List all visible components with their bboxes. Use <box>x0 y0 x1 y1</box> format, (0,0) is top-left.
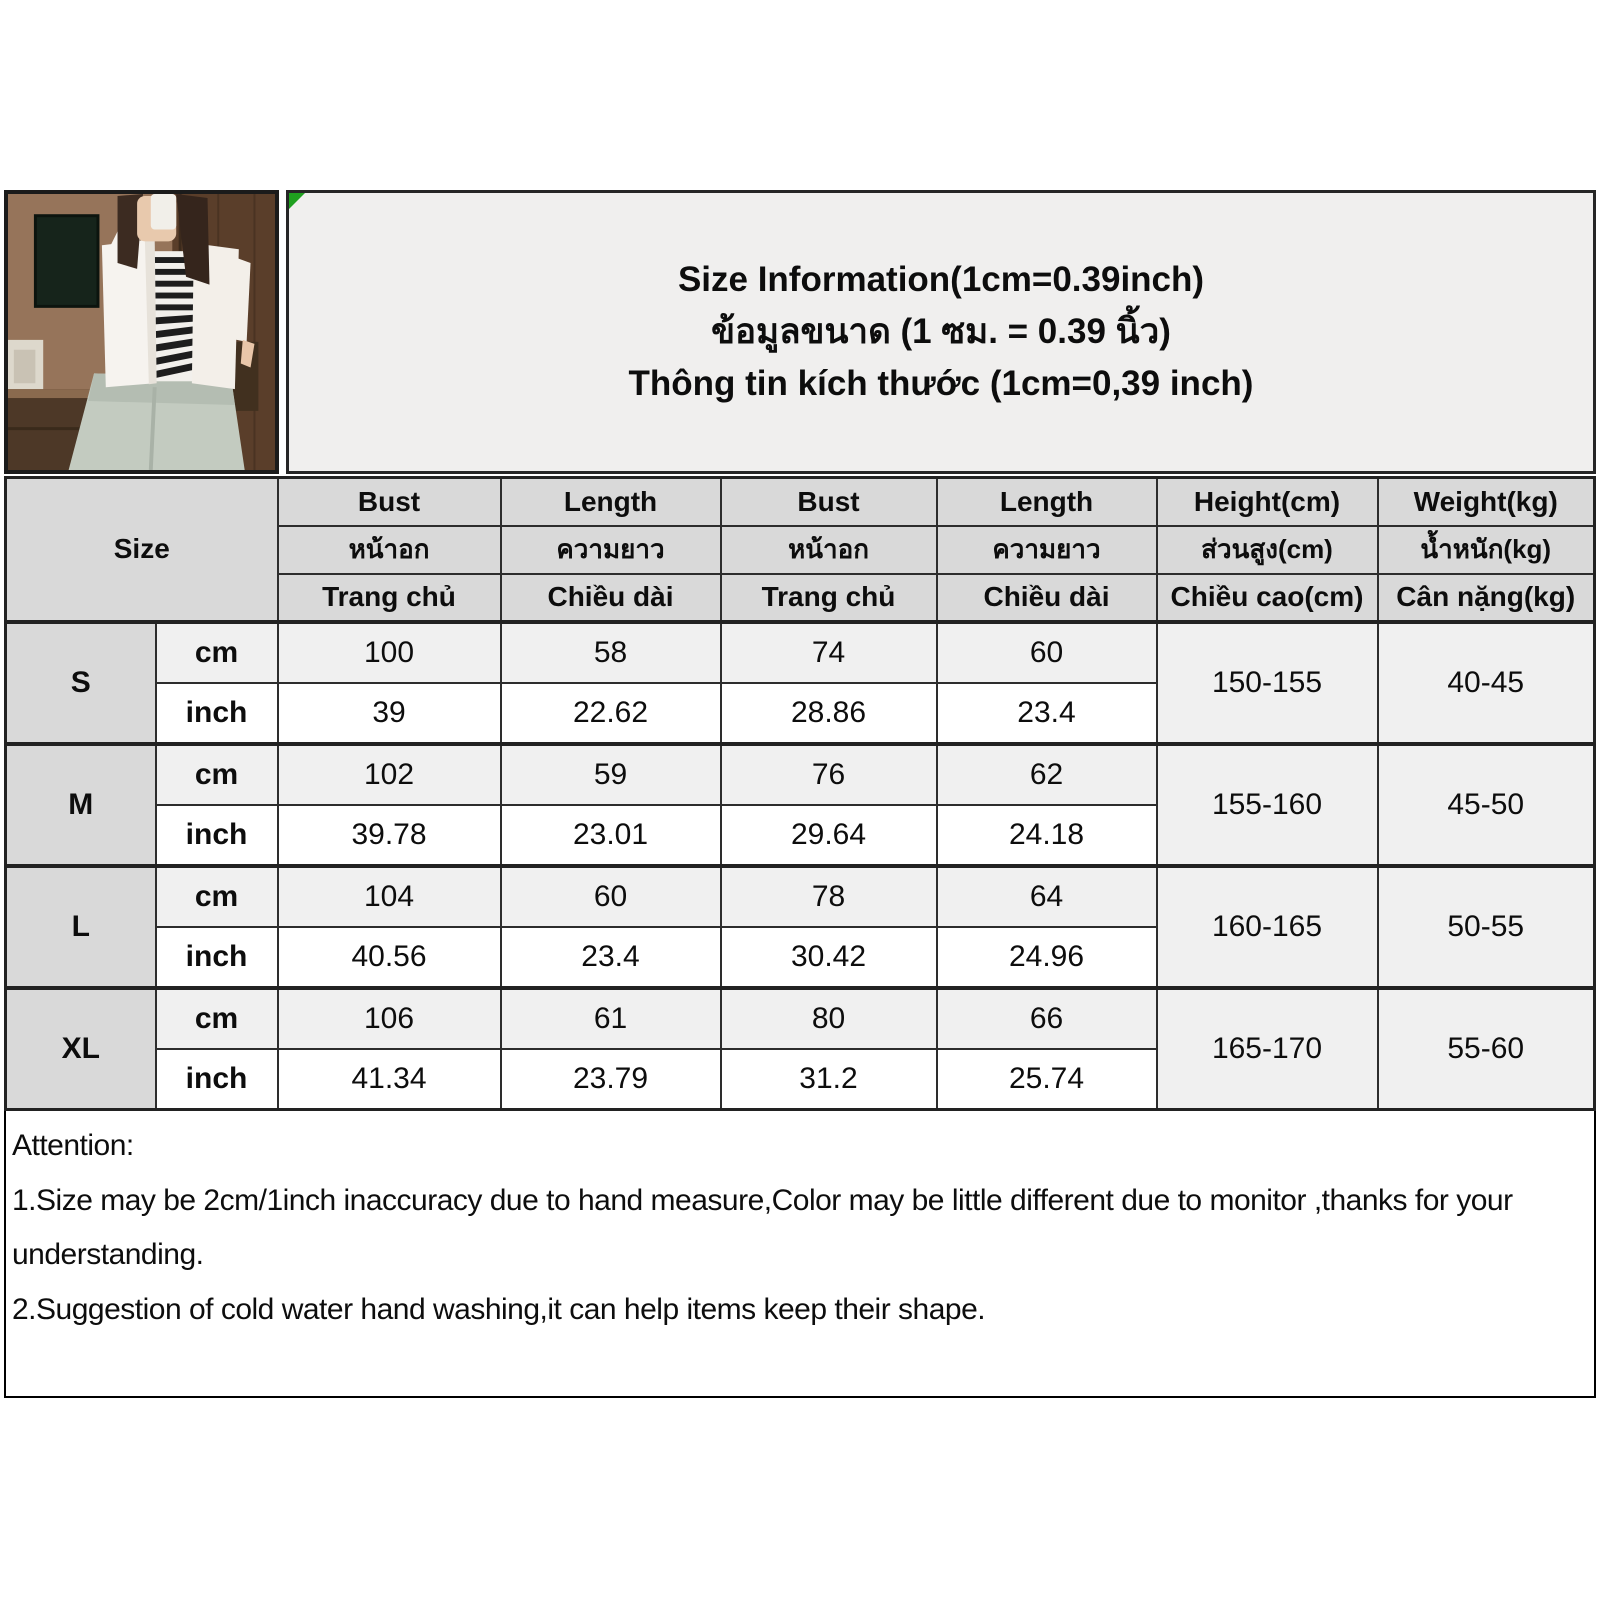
value-cell: 74 <box>721 622 937 683</box>
value-cell: 25.74 <box>937 1049 1157 1110</box>
value-cell: 41.34 <box>278 1049 501 1110</box>
unit-cell: inch <box>156 1049 278 1110</box>
col-header: หน้าอก <box>278 526 501 574</box>
value-cell: 28.86 <box>721 683 937 744</box>
attention-notes <box>4 1111 1596 1398</box>
value-cell: 23.01 <box>501 805 721 866</box>
value-cell: 78 <box>721 866 937 927</box>
attention-item: 2.Suggestion of cold water hand washing,it can help items keep their shape. <box>12 1292 986 1326</box>
value-cell: 100 <box>278 622 501 683</box>
unit-cell: inch <box>156 805 278 866</box>
col-header: ความยาว <box>937 526 1157 574</box>
col-header: Length <box>937 478 1157 526</box>
title-vietnamese: Thông tin kích thước (1cm=0,39 inch) <box>628 364 1254 403</box>
value-cell: 30.42 <box>721 927 937 988</box>
height-cell: 150-155 <box>1157 622 1378 744</box>
col-header: Length <box>501 478 721 526</box>
value-cell: 76 <box>721 744 937 805</box>
value-cell: 61 <box>501 988 721 1049</box>
value-cell: 24.96 <box>937 927 1157 988</box>
col-header: น้ำหนัก(kg) <box>1378 526 1595 574</box>
value-cell: 23.79 <box>501 1049 721 1110</box>
value-cell: 66 <box>937 988 1157 1049</box>
value-cell: 29.64 <box>721 805 937 866</box>
value-cell: 80 <box>721 988 937 1049</box>
col-header: หน้าอก <box>721 526 937 574</box>
value-cell: 39.78 <box>278 805 501 866</box>
product-photo-illustration <box>8 194 275 470</box>
unit-cell: cm <box>156 866 278 927</box>
size-cell: S <box>6 622 156 744</box>
title-thai: ข้อมูลขนาด (1 ซม. = 0.39 นิ้ว) <box>711 312 1171 351</box>
value-cell: 39 <box>278 683 501 744</box>
col-header: Weight(kg) <box>1378 478 1595 526</box>
value-cell: 22.62 <box>501 683 721 744</box>
table-row <box>6 866 1595 927</box>
value-cell: 104 <box>278 866 501 927</box>
col-header: ส่วนสูง(cm) <box>1157 526 1378 574</box>
title-english: Size Information(1cm=0.39inch) <box>677 260 1205 299</box>
value-cell: 60 <box>501 866 721 927</box>
table-row <box>6 988 1595 1049</box>
value-cell: 59 <box>501 744 721 805</box>
value-cell: 31.2 <box>721 1049 937 1110</box>
col-header: Bust <box>278 478 501 526</box>
unit-cell: cm <box>156 622 278 683</box>
size-cell: L <box>6 866 156 988</box>
col-header: Trang chủ <box>278 574 501 622</box>
size-cell: M <box>6 744 156 866</box>
attention-item: 1.Size may be 2cm/1inch inaccuracy due to hand measure,Color may be little different due to monitor ,thanks for your understanding. <box>12 1183 1513 1272</box>
col-header: Height(cm) <box>1157 478 1378 526</box>
size-chart-page <box>4 190 1596 1398</box>
unit-cell: inch <box>156 683 278 744</box>
table-row <box>6 744 1595 805</box>
table-row <box>6 622 1595 683</box>
size-header-cell: Size <box>6 478 278 622</box>
attention-title: Attention: <box>12 1129 134 1162</box>
header-row-english <box>6 478 1595 526</box>
col-header: Cân nặng(kg) <box>1378 574 1595 622</box>
col-header: Bust <box>721 478 937 526</box>
value-cell: 23.4 <box>501 927 721 988</box>
height-cell: 160-165 <box>1157 866 1378 988</box>
height-cell: 165-170 <box>1157 988 1378 1110</box>
value-cell: 24.18 <box>937 805 1157 866</box>
green-corner-icon <box>289 193 305 209</box>
weight-cell: 55-60 <box>1378 988 1595 1110</box>
col-header: Chiều dài <box>501 574 721 622</box>
top-row <box>4 190 1596 474</box>
unit-cell: cm <box>156 988 278 1049</box>
unit-cell: cm <box>156 744 278 805</box>
value-cell: 23.4 <box>937 683 1157 744</box>
size-cell: XL <box>6 988 156 1110</box>
height-cell: 155-160 <box>1157 744 1378 866</box>
size-information-header <box>286 190 1596 474</box>
weight-cell: 45-50 <box>1378 744 1595 866</box>
value-cell: 102 <box>278 744 501 805</box>
col-header: Chiều cao(cm) <box>1157 574 1378 622</box>
value-cell: 60 <box>937 622 1157 683</box>
value-cell: 40.56 <box>278 927 501 988</box>
value-cell: 64 <box>937 866 1157 927</box>
value-cell: 106 <box>278 988 501 1049</box>
weight-cell: 50-55 <box>1378 866 1595 988</box>
col-header: ความยาว <box>501 526 721 574</box>
col-header: Trang chủ <box>721 574 937 622</box>
col-header: Chiều dài <box>937 574 1157 622</box>
unit-cell: inch <box>156 927 278 988</box>
value-cell: 62 <box>937 744 1157 805</box>
weight-cell: 40-45 <box>1378 622 1595 744</box>
product-photo <box>4 190 279 474</box>
size-table <box>4 476 1596 1111</box>
value-cell: 58 <box>501 622 721 683</box>
